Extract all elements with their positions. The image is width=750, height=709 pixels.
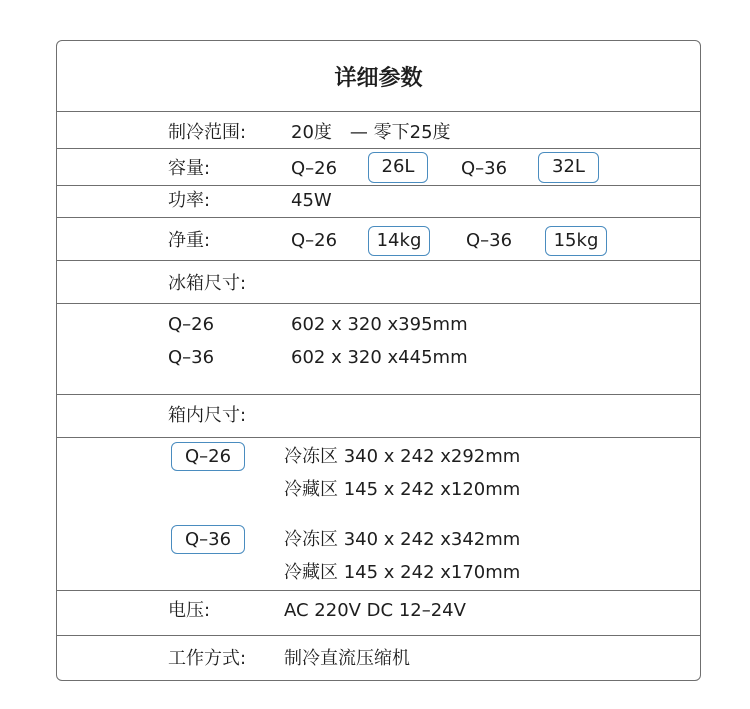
capacity-label: 容量: [168,158,211,179]
weight-model-2: Q–36 [466,230,513,251]
capacity-model-2: Q–36 [461,158,508,179]
divider [57,111,700,112]
divider [57,260,700,261]
weight-value-1-badge: 14kg [368,226,430,256]
cooling-label: 制冷范围: [168,122,247,143]
divider [57,590,700,591]
cooling-value: 20度 — 零下25度 [291,122,451,143]
outer-model-2: Q–36 [168,347,215,368]
inner-model-1-badge: Q–26 [171,442,245,471]
divider [57,217,700,218]
inner-model-2-badge: Q–36 [171,525,245,554]
outer-model-1: Q–26 [168,314,215,335]
inner-size-label: 箱内尺寸: [168,405,247,426]
capacity-value-2-badge: 32L [538,152,599,183]
mode-value: 制冷直流压缩机 [284,648,410,669]
weight-model-1: Q–26 [291,230,338,251]
weight-value-2-badge: 15kg [545,226,607,256]
divider [57,148,700,149]
inner-fridge-2: 冷藏区 145 x 242 x170mm [284,562,521,583]
spec-card [56,40,701,681]
capacity-value-1-badge: 26L [368,152,428,183]
capacity-model-1: Q–26 [291,158,338,179]
divider [57,437,700,438]
outer-size-label: 冰箱尺寸: [168,273,247,294]
power-label: 功率: [168,190,211,211]
page-title: 详细参数 [334,66,423,91]
inner-freezer-1: 冷冻区 340 x 242 x292mm [284,446,521,467]
divider [57,394,700,395]
voltage-value: AC 220V DC 12–24V [284,600,466,621]
divider [57,303,700,304]
weight-label: 净重: [168,230,211,251]
divider [57,635,700,636]
outer-dims-1: 602 x 320 x395mm [291,314,468,335]
divider [57,185,700,186]
voltage-label: 电压: [168,600,211,621]
inner-fridge-1: 冷藏区 145 x 242 x120mm [284,479,521,500]
mode-label: 工作方式: [168,648,247,669]
power-value: 45W [291,190,332,211]
inner-freezer-2: 冷冻区 340 x 242 x342mm [284,529,521,550]
outer-dims-2: 602 x 320 x445mm [291,347,468,368]
